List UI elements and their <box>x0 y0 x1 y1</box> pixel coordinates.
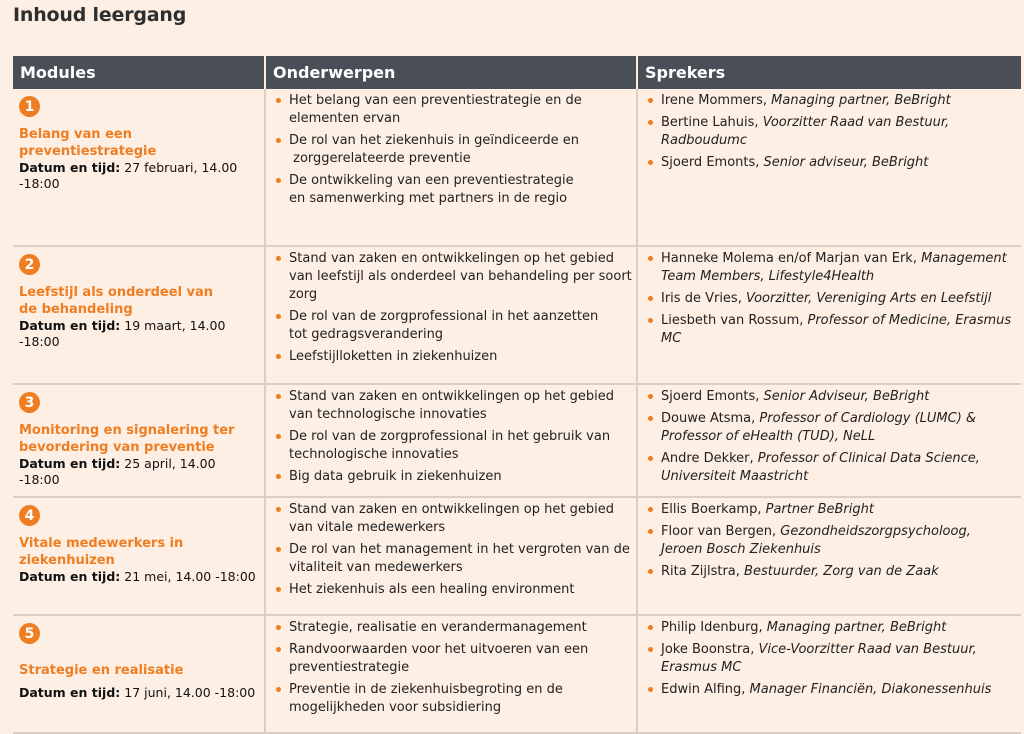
module-number-badge: 3 <box>19 392 40 413</box>
speaker-name: Andre Dekker, <box>661 451 758 466</box>
topics-list <box>272 250 630 366</box>
module-cell <box>13 616 266 732</box>
speaker-role: Professor of Medicine, Erasmus MC <box>661 313 1012 346</box>
speaker-role: Partner BeBright <box>765 502 874 517</box>
header-onderwerpen: Onderwerpen <box>266 56 638 89</box>
topic-item <box>272 92 630 128</box>
speakers-cell <box>638 385 1021 496</box>
topic-line: De rol van de zorgprofessional in het gebruik van <box>289 429 611 444</box>
module-cell <box>13 89 266 245</box>
module-datetime <box>19 569 258 585</box>
topic-item <box>272 348 630 366</box>
page-title: Inhoud leergang <box>13 4 187 26</box>
module-title-line: ziekenhuizen <box>19 553 115 568</box>
speaker-item <box>644 501 1015 519</box>
topic-item <box>272 681 630 717</box>
module-number-badge: 4 <box>19 505 40 526</box>
topics-list <box>272 388 630 486</box>
topic-line: van leefstijl als onderdeel van behandeling per soort <box>289 269 632 284</box>
table-row <box>13 89 1021 247</box>
speaker-role: Senior adviseur, BeBright <box>763 155 929 170</box>
module-number-badge: 1 <box>19 96 40 117</box>
datetime-label: Datum en tijd: <box>19 685 121 700</box>
module-title-line: bevordering van preventie <box>19 440 215 455</box>
speaker-role: Professor of Cardiology (LUMC) & Professor of eHealth (TUD), NeLL <box>661 411 977 444</box>
speaker-item <box>644 641 1015 677</box>
topic-line: preventiestrategie <box>289 660 410 675</box>
topic-line: De rol van het ziekenhuis in geïndiceerde en <box>289 133 579 148</box>
topic-item <box>272 641 630 677</box>
datetime-value: 25 april, 14.00 -18:00 <box>19 456 216 487</box>
topics-list <box>272 619 630 717</box>
speakers-cell <box>638 89 1021 245</box>
header-sprekers: Sprekers <box>645 63 726 82</box>
topic-line: Stand van zaken en ontwikkelingen op het gebied <box>289 251 614 266</box>
topic-line: Het ziekenhuis als een healing environment <box>289 582 575 597</box>
speaker-role: Manager Financiën, Diakonessenhuis <box>749 682 992 697</box>
topics-cell <box>266 498 638 614</box>
module-title <box>19 535 258 569</box>
topic-line: vitaliteit van medewerkers <box>289 560 463 575</box>
speaker-name: Liesbeth van Rossum, <box>661 313 808 328</box>
header-modules: Modules <box>13 56 266 89</box>
topic-item <box>272 388 630 424</box>
topic-line: Preventie in de ziekenhuisbegroting en de <box>289 682 563 697</box>
speaker-name: Edwin Alfing, <box>661 682 750 697</box>
module-cell <box>13 385 266 496</box>
speaker-item <box>644 114 1015 150</box>
speaker-item <box>644 619 1015 637</box>
topic-line: Big data gebruik in ziekenhuizen <box>289 469 502 484</box>
speaker-name: Ellis Boerkamp, <box>661 502 766 517</box>
speakers-list <box>644 388 1015 486</box>
topics-cell <box>266 385 638 496</box>
topics-list <box>272 501 630 599</box>
speaker-item <box>644 523 1015 559</box>
speaker-role: Voorzitter Raad van Bestuur, Radboudumc <box>661 115 950 148</box>
module-cell <box>13 247 266 383</box>
topic-item <box>272 132 630 168</box>
speakers-cell <box>638 247 1021 383</box>
module-title-line: Vitale medewerkers in <box>19 536 184 551</box>
speaker-name: Sjoerd Emonts, <box>661 389 764 404</box>
table-row <box>13 498 1021 616</box>
speaker-role: Managing partner, BeBright <box>771 93 951 108</box>
table-body <box>13 89 1021 734</box>
speaker-name: Joke Boonstra, <box>661 642 759 657</box>
topic-line: mogelijkheden voor subsidiering <box>289 700 502 715</box>
speaker-item <box>644 154 1015 172</box>
topic-item <box>272 541 630 577</box>
topic-line: van technologische innovaties <box>289 407 487 422</box>
curriculum-table <box>13 56 1021 734</box>
topic-line: Stand van zaken en ontwikkelingen op het gebied <box>289 502 614 517</box>
topic-line: van vitale medewerkers <box>289 520 446 535</box>
topic-item <box>272 619 630 637</box>
topic-item <box>272 308 630 344</box>
module-datetime <box>19 160 258 192</box>
topic-line: De rol van het management in het vergroten van de <box>289 542 630 557</box>
datetime-label: Datum en tijd: <box>19 160 121 175</box>
speaker-item <box>644 681 1015 699</box>
speaker-item <box>644 450 1015 486</box>
table-row <box>13 247 1021 385</box>
speaker-item <box>644 388 1015 406</box>
speaker-name: Philip Idenburg, <box>661 620 767 635</box>
topic-line: en samenwerking met partners in de regio <box>289 191 568 206</box>
table-row <box>13 616 1021 734</box>
speakers-cell <box>638 498 1021 614</box>
speaker-name: Iris de Vries, <box>661 291 746 306</box>
speakers-list <box>644 92 1015 172</box>
speaker-role: Bestuurder, Zorg van de Zaak <box>744 564 939 579</box>
topic-item <box>272 468 630 486</box>
topic-line: zorggerelateerde preventie <box>289 151 471 166</box>
module-title-line: de behandeling <box>19 302 133 317</box>
datetime-value: 17 juni, 14.00 -18:00 <box>124 685 256 700</box>
topic-item <box>272 250 630 304</box>
topic-line: De rol van de zorgprofessional in het aanzetten <box>289 309 599 324</box>
speaker-item <box>644 312 1015 348</box>
module-title-line: Belang van een <box>19 127 132 142</box>
module-title <box>19 422 258 456</box>
speaker-role: Senior Adviseur, BeBright <box>763 389 930 404</box>
datetime-value: 27 februari, 14.00 -18:00 <box>19 160 238 191</box>
module-cell <box>13 498 266 614</box>
datetime-value: 21 mei, 14.00 -18:00 <box>124 569 256 584</box>
speaker-name: Sjoerd Emonts, <box>661 155 764 170</box>
topic-line: elementen ervan <box>289 111 401 126</box>
topic-line: Strategie, realisatie en verandermanagement <box>289 620 587 635</box>
speaker-item <box>644 410 1015 446</box>
topic-item <box>272 428 630 464</box>
topic-line: technologische innovaties <box>289 447 459 462</box>
topic-line: De ontwikkeling van een preventiestrategie <box>289 173 574 188</box>
speaker-role: Gezondheidszorgpsycholoog, Jeroen Bosch Ziekenhuis <box>661 524 971 557</box>
speaker-role: Voorzitter, Vereniging Arts en Leefstijl <box>745 291 992 306</box>
topics-list <box>272 92 630 208</box>
module-title <box>19 284 258 318</box>
datetime-label: Datum en tijd: <box>19 569 121 584</box>
speaker-item <box>644 250 1015 286</box>
table-header <box>13 56 1021 89</box>
speakers-list <box>644 501 1015 581</box>
module-title <box>19 126 258 160</box>
module-title <box>19 662 258 679</box>
module-number-badge: 5 <box>19 623 40 644</box>
speakers-cell <box>638 616 1021 732</box>
speaker-role: Vice-Voorzitter Raad van Bestuur, Erasmus MC <box>661 642 977 675</box>
topic-line: zorg <box>289 287 318 302</box>
speaker-role: Professor of Clinical Data Science, Universiteit Maastricht <box>661 451 980 484</box>
topics-cell <box>266 616 638 732</box>
module-title-line: Monitoring en signalering ter <box>19 423 235 438</box>
speaker-item <box>644 563 1015 581</box>
speaker-role: Management Team Members, Lifestyle4Health <box>661 251 1007 284</box>
module-number-badge: 2 <box>19 254 40 275</box>
speaker-name: Douwe Atsma, <box>661 411 760 426</box>
topic-line: Het belang van een preventiestrategie en de <box>289 93 582 108</box>
module-datetime <box>19 685 258 701</box>
topic-line: tot gedragsverandering <box>289 327 444 342</box>
speaker-name: Floor van Bergen, <box>661 524 781 539</box>
datetime-label: Datum en tijd: <box>19 318 121 333</box>
topic-line: Stand van zaken en ontwikkelingen op het gebied <box>289 389 614 404</box>
module-datetime <box>19 456 258 488</box>
speaker-name: Hanneke Molema en/of Marjan van Erk, <box>661 251 922 266</box>
speaker-item <box>644 92 1015 110</box>
topic-line: Randvoorwaarden voor het uitvoeren van een <box>289 642 589 657</box>
topic-line: Leefstijlloketten in ziekenhuizen <box>289 349 498 364</box>
datetime-label: Datum en tijd: <box>19 456 121 471</box>
speaker-name: Bertine Lahuis, <box>661 115 763 130</box>
module-title-line: Strategie en realisatie <box>19 663 184 678</box>
topics-cell <box>266 89 638 245</box>
speaker-name: Irene Mommers, <box>661 93 772 108</box>
table-row <box>13 385 1021 498</box>
topic-item <box>272 172 630 208</box>
module-title-line: Leefstijl als onderdeel van <box>19 285 214 300</box>
speaker-role: Managing partner, BeBright <box>766 620 947 635</box>
topic-item <box>272 501 630 537</box>
speaker-name: Rita Zijlstra, <box>661 564 745 579</box>
module-datetime <box>19 318 258 350</box>
topics-cell <box>266 247 638 383</box>
speakers-list <box>644 250 1015 348</box>
speakers-list <box>644 619 1015 699</box>
module-title-line: preventiestrategie <box>19 144 157 159</box>
topic-item <box>272 581 630 599</box>
speaker-item <box>644 290 1015 308</box>
datetime-value: 19 maart, 14.00 -18:00 <box>19 318 226 349</box>
